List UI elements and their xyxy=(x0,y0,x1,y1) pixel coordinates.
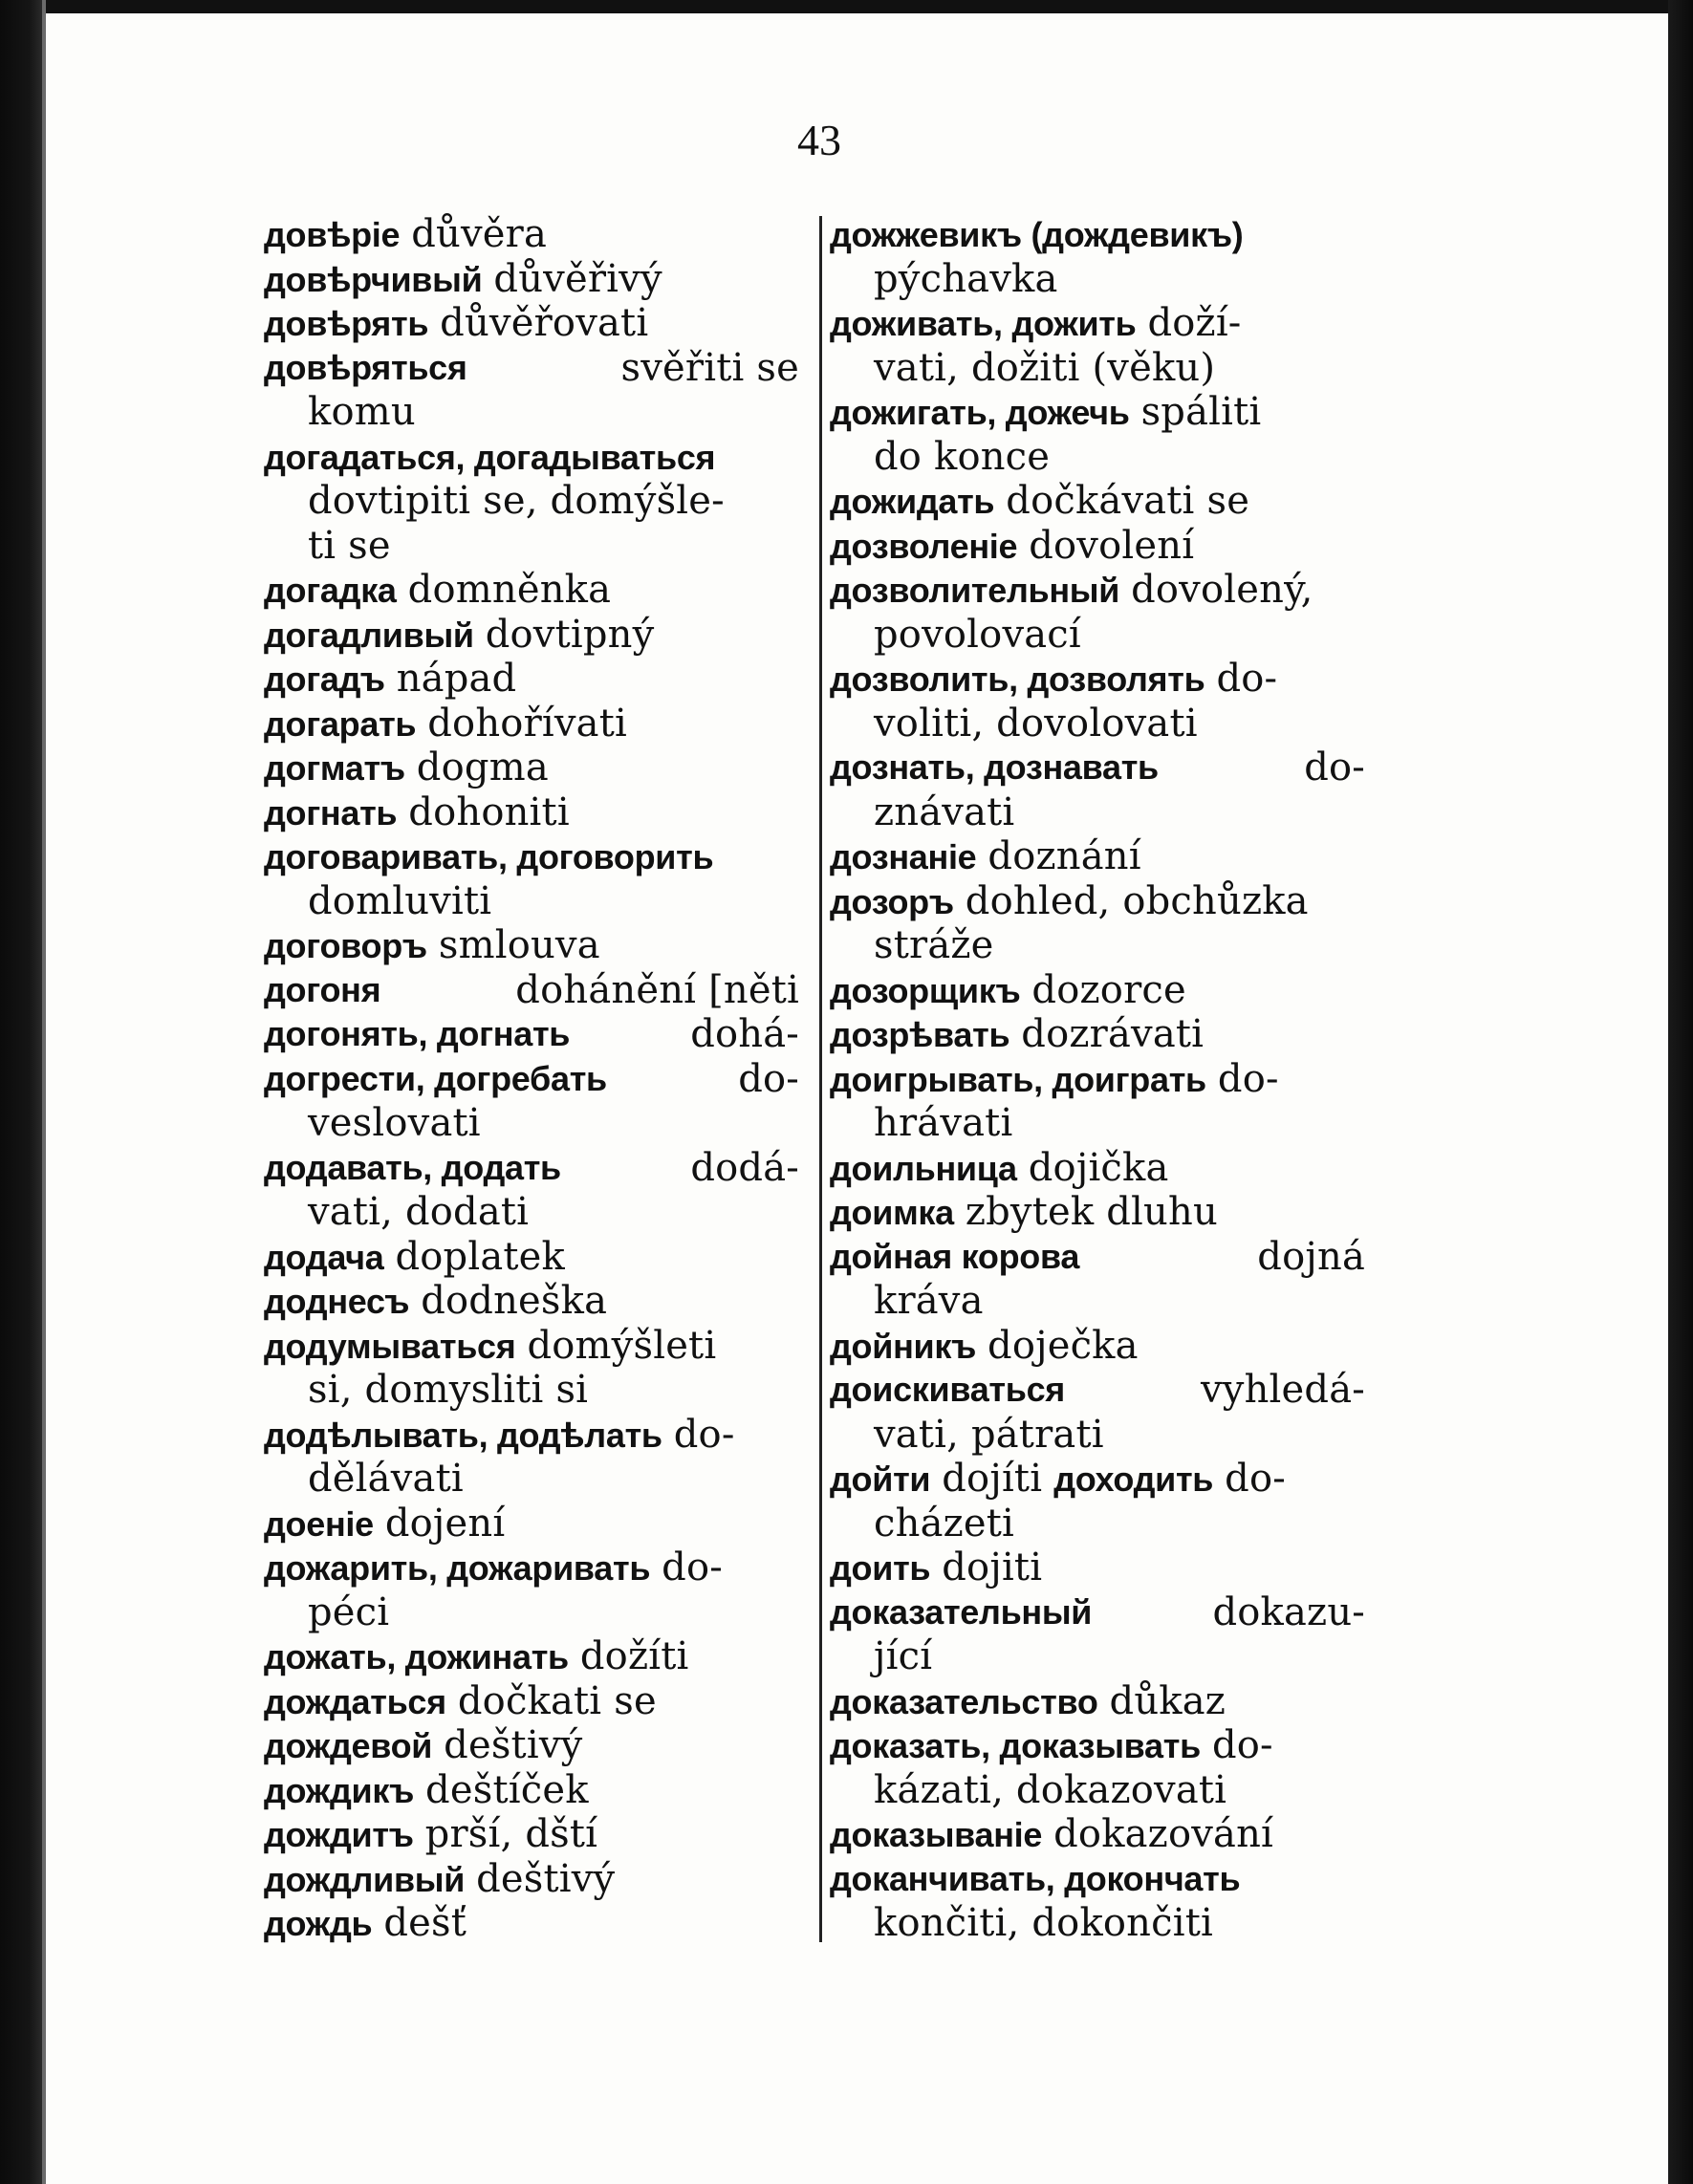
dictionary-entry xyxy=(264,1546,799,1590)
dictionary-entry xyxy=(264,1324,799,1369)
headword: доильница xyxy=(830,1148,1017,1188)
translation-text: dojiti xyxy=(942,1546,1043,1589)
headword: дознаніе xyxy=(830,837,977,876)
dictionary-entry xyxy=(830,1235,1365,1280)
dictionary-entry xyxy=(830,1679,1384,1724)
entry-continuation xyxy=(830,923,1384,968)
translation-text: deštivý xyxy=(476,1856,616,1901)
dictionary-entry xyxy=(830,1723,1384,1768)
headword: дозоръ xyxy=(830,881,954,921)
entry-continuation xyxy=(830,1768,1384,1813)
translation-text: vati, pátrati xyxy=(874,1412,1104,1457)
translation-text: doží- xyxy=(1147,301,1242,345)
headword: доходить xyxy=(1053,1460,1214,1499)
entry-continuation xyxy=(264,479,799,524)
headword: доказательный xyxy=(830,1591,1093,1632)
scan-edge-left-line xyxy=(42,0,46,2184)
entry-continuation xyxy=(830,1413,1384,1458)
headword: доказываніе xyxy=(830,1815,1043,1854)
translation-text: do konce xyxy=(874,434,1051,479)
translation-text: dočkávati se xyxy=(1006,479,1250,523)
translation-text: spáliti xyxy=(1140,390,1262,434)
translation-text: dodneška xyxy=(421,1279,608,1323)
dictionary-entry xyxy=(264,834,799,879)
translation-text: do- xyxy=(1211,1723,1273,1767)
headword: дождь xyxy=(264,1904,373,1943)
dictionary-entry xyxy=(830,479,1384,524)
headword: доить xyxy=(830,1548,931,1588)
headword: дожигать, дожечь xyxy=(830,393,1130,432)
translation-text: dovtipný xyxy=(485,612,655,657)
translation-text: důvěřovati xyxy=(440,301,649,345)
dictionary-entry xyxy=(830,834,1384,879)
dictionary-entry xyxy=(264,435,799,480)
translation-text: do- xyxy=(738,1056,799,1101)
headword: догнать xyxy=(264,792,398,833)
translation-text: dočkati se xyxy=(457,1678,657,1723)
left-column xyxy=(264,212,799,1946)
dictionary-entry xyxy=(830,524,1384,569)
translation-text: dovtipiti se, domýšle- xyxy=(308,479,725,523)
dictionary-entry xyxy=(264,923,799,968)
translation-text: do- xyxy=(1225,1457,1286,1501)
headword: дозволить, дозволять xyxy=(830,660,1205,699)
dictionary-entry xyxy=(264,657,799,702)
dictionary-entry xyxy=(264,1235,799,1280)
entry-continuation xyxy=(264,879,799,924)
dictionary-entry xyxy=(264,1901,799,1946)
dictionary-entry xyxy=(830,1857,1365,1902)
translation-text: ti se xyxy=(308,523,391,568)
dictionary-entry xyxy=(264,1146,799,1191)
entry-continuation xyxy=(830,1101,1384,1146)
entry-continuation xyxy=(264,524,799,569)
headword: догматъ xyxy=(264,748,405,788)
translation-text: kázati, dokazovati xyxy=(874,1767,1227,1812)
page-number: 43 xyxy=(797,116,841,164)
dictionary-entry xyxy=(830,390,1384,435)
dictionary-entry xyxy=(830,657,1384,702)
translation-text: povolovací xyxy=(874,612,1081,657)
dictionary-entry xyxy=(264,1012,799,1057)
entry-continuation xyxy=(264,1457,799,1502)
translation-text: dovolený, xyxy=(1131,568,1313,612)
entry-continuation xyxy=(830,613,1384,658)
entry-continuation xyxy=(830,435,1384,480)
headword: доднесъ xyxy=(264,1282,410,1321)
headword: дождливый xyxy=(264,1859,466,1899)
dictionary-entry xyxy=(830,1457,1384,1502)
translation-text: voliti, dovolovati xyxy=(874,701,1198,746)
dictionary-entry xyxy=(264,212,799,257)
dictionary-entry xyxy=(830,879,1384,924)
translation-text: dojná xyxy=(1257,1234,1365,1279)
translation-text: si, domysliti si xyxy=(308,1368,589,1412)
dictionary-entry xyxy=(830,968,1384,1013)
translation-text: péci xyxy=(308,1589,390,1634)
translation-text: svěřiti se xyxy=(620,345,799,390)
translation-text: nápad xyxy=(396,657,517,701)
dictionary-entry xyxy=(264,568,799,613)
translation-text: do- xyxy=(662,1546,723,1589)
headword: дожжевикъ (дождевикъ) xyxy=(830,215,1244,254)
headword: доказательство xyxy=(830,1681,1098,1721)
translation-text: kráva xyxy=(874,1279,984,1323)
headword: додѣлывать, додѣлать xyxy=(264,1415,662,1455)
translation-text: domýšleti xyxy=(527,1323,717,1368)
headword: догадаться, догадываться xyxy=(264,437,716,477)
headword: доживать, дожить xyxy=(830,304,1137,343)
scan-edge-right xyxy=(1668,0,1693,2184)
dictionary-entry xyxy=(264,1502,799,1546)
translation-text: dojíti xyxy=(942,1457,1043,1501)
translation-text: dešť xyxy=(383,1901,467,1945)
translation-text: dohá- xyxy=(690,1012,799,1056)
entry-continuation xyxy=(830,346,1384,391)
translation-text: dozorce xyxy=(1031,967,1186,1012)
translation-text: dodá- xyxy=(690,1145,799,1190)
translation-text: jící xyxy=(874,1634,933,1678)
headword: дождикъ xyxy=(264,1770,415,1810)
dictionary-entry xyxy=(264,790,799,835)
dictionary-entry xyxy=(830,301,1384,346)
translation-text: končiti, dokončiti xyxy=(874,1901,1214,1945)
headword: додавать, додать xyxy=(264,1147,561,1187)
dictionary-entry xyxy=(264,1812,799,1857)
headword: догарать xyxy=(264,703,417,744)
headword: дождитъ xyxy=(264,1815,414,1854)
dictionary-entry xyxy=(264,301,799,346)
dictionary-entry xyxy=(264,257,799,302)
translation-text: do- xyxy=(1217,1056,1279,1101)
dictionary-entry xyxy=(264,702,799,746)
dictionary-entry xyxy=(830,1812,1384,1857)
translation-text: do- xyxy=(1304,746,1365,789)
translation-text: do- xyxy=(673,1412,735,1457)
translation-text: důkaz xyxy=(1109,1678,1226,1723)
entry-continuation xyxy=(830,1901,1384,1946)
headword: дождаться xyxy=(264,1681,446,1721)
headword: договоръ xyxy=(264,926,427,965)
headword: дожарить, дожаривать xyxy=(264,1548,651,1588)
translation-text: dovolení xyxy=(1029,523,1195,568)
entry-continuation xyxy=(830,1634,1384,1679)
headword: договаривать, договорить xyxy=(264,837,714,876)
entry-continuation xyxy=(264,1101,799,1146)
translation-text: vati, dožiti (věku) xyxy=(874,345,1216,390)
translation-text: smlouva xyxy=(438,923,600,967)
headword: дознать, дознавать xyxy=(830,747,1159,787)
headword: доимка xyxy=(830,1193,954,1232)
entry-continuation xyxy=(264,1590,799,1635)
dictionary-entry xyxy=(264,1057,799,1102)
translation-text: domluviti xyxy=(308,878,492,923)
translation-text: dělávati xyxy=(308,1457,464,1501)
column-divider xyxy=(819,216,822,1942)
translation-text: vyhledá- xyxy=(1201,1368,1365,1412)
dictionary-entry xyxy=(830,746,1365,790)
headword: доканчивать, докончать xyxy=(830,1858,1241,1898)
headword: дожать, дожинать xyxy=(264,1637,569,1676)
headword: дождевой xyxy=(264,1726,433,1765)
translation-text: cházeti xyxy=(874,1501,1015,1546)
dictionary-entry xyxy=(264,968,799,1013)
headword: догадливый xyxy=(264,615,474,655)
translation-text: stráže xyxy=(874,923,994,967)
translation-text: dohled, obchůzka xyxy=(965,878,1309,923)
dictionary-entry xyxy=(264,1857,799,1902)
headword: додача xyxy=(264,1237,384,1277)
translation-text: doznání xyxy=(988,834,1141,878)
entry-continuation xyxy=(264,1368,799,1413)
headword: догадъ xyxy=(264,660,385,699)
translation-text: domněnka xyxy=(407,568,612,612)
headword: доискиваться xyxy=(830,1370,1066,1409)
headword: дойти xyxy=(830,1460,931,1499)
entry-continuation xyxy=(264,1190,799,1235)
dictionary-entry xyxy=(830,1057,1384,1102)
translation-text: dojička xyxy=(1028,1145,1169,1190)
translation-text: pýchavka xyxy=(874,256,1058,301)
translation-text: prší, dští xyxy=(424,1812,598,1856)
dictionary-entry xyxy=(264,1634,799,1679)
dictionary-entry xyxy=(264,1279,799,1324)
headword: догоня xyxy=(264,969,381,1009)
headword: дозрѣвать xyxy=(830,1015,1010,1054)
dictionary-entry xyxy=(830,1368,1365,1413)
headword: догонять, догнать xyxy=(264,1014,571,1053)
translation-text: hrávati xyxy=(874,1101,1013,1145)
right-column xyxy=(830,212,1384,1946)
dictionary-entry xyxy=(830,1546,1384,1590)
translation-text: veslovati xyxy=(308,1101,481,1145)
translation-text: dohoniti xyxy=(408,789,570,834)
translation-text: dohořívati xyxy=(427,701,627,746)
dictionary-entry xyxy=(830,1590,1365,1635)
headword: дойникъ xyxy=(830,1326,977,1366)
headword: дозволеніе xyxy=(830,526,1018,566)
entry-continuation xyxy=(264,390,799,435)
headword: доказать, доказывать xyxy=(830,1726,1201,1765)
translation-text: do- xyxy=(1216,657,1278,701)
headword: доеніе xyxy=(264,1503,374,1544)
dictionary-entry xyxy=(264,1723,799,1768)
dictionary-entry xyxy=(830,1146,1384,1191)
dictionary-entry xyxy=(264,746,799,790)
scan-edge-left xyxy=(0,0,42,2184)
translation-text: doplatek xyxy=(395,1234,565,1279)
headword: довѣріе xyxy=(264,215,401,254)
translation-text: zbytek dluhu xyxy=(965,1190,1218,1234)
headword: довѣрчивый xyxy=(264,259,483,299)
translation-text: znávati xyxy=(874,789,1015,834)
headword: дожидать xyxy=(830,482,995,521)
headword: догрести, догребать xyxy=(264,1058,607,1098)
dictionary-entry xyxy=(264,346,799,391)
translation-text: komu xyxy=(308,390,416,434)
translation-text: vati, dodati xyxy=(308,1190,530,1234)
translation-text: dogma xyxy=(416,746,549,789)
entry-continuation xyxy=(830,1279,1384,1324)
dictionary-entry xyxy=(264,1679,799,1724)
entry-continuation xyxy=(830,790,1384,835)
dictionary-entry xyxy=(264,1768,799,1813)
translation-text: důvěra xyxy=(411,212,547,256)
headword: дойная корова xyxy=(830,1236,1080,1276)
dictionary-entry xyxy=(830,1324,1384,1369)
translation-text: dokazování xyxy=(1053,1812,1274,1856)
translation-text: dokazu- xyxy=(1212,1589,1365,1634)
headword: довѣрять xyxy=(264,304,429,343)
dictionary-entry xyxy=(264,1413,799,1458)
dictionary-entry xyxy=(830,1190,1384,1235)
translation-text: dojení xyxy=(384,1501,506,1546)
entry-continuation xyxy=(830,1502,1384,1546)
scan-edge-top xyxy=(0,0,1693,13)
translation-text: dožíti xyxy=(579,1634,689,1678)
headword: довѣряться xyxy=(264,347,467,387)
translation-text: důvěřivý xyxy=(493,256,662,301)
dictionary-entry xyxy=(830,212,1384,257)
translation-text: deštivý xyxy=(444,1723,583,1767)
headword: дозволительный xyxy=(830,571,1120,610)
translation-text: deštíček xyxy=(425,1767,589,1812)
dictionary-entry xyxy=(830,568,1384,613)
dictionary-entry xyxy=(264,613,799,658)
translation-text: doječka xyxy=(988,1323,1139,1368)
entry-continuation xyxy=(830,702,1384,746)
headword: доигрывать, доиграть xyxy=(830,1059,1206,1099)
dictionary-entry xyxy=(830,1012,1384,1057)
translation-text: dohánění [něti xyxy=(515,967,799,1012)
headword: догадка xyxy=(264,571,397,610)
headword: дозорщикъ xyxy=(830,970,1021,1010)
entry-continuation xyxy=(830,257,1384,302)
headword: додумываться xyxy=(264,1326,516,1366)
translation-text: dozrávati xyxy=(1021,1012,1205,1056)
